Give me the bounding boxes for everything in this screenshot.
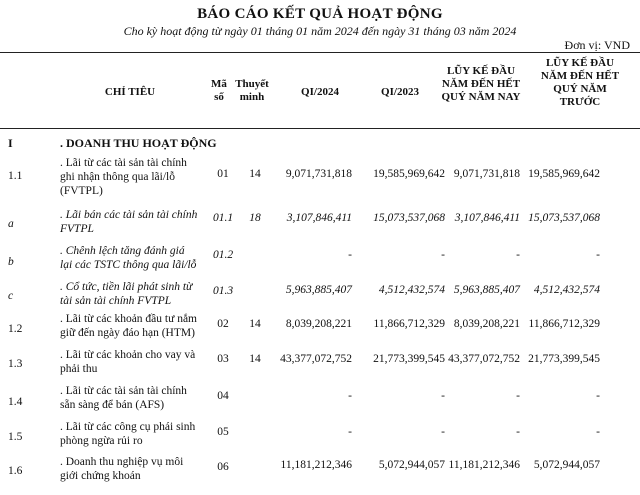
row-label-line2: ghi nhận thông qua lãi/lỗ bbox=[60, 171, 175, 183]
header-chi-tieu: CHỈ TIÊU bbox=[104, 86, 156, 98]
row-q1-2024: 8,039,208,221 bbox=[285, 318, 352, 330]
row-q1-2024: 43,377,072,752 bbox=[280, 353, 352, 365]
row-label bbox=[60, 312, 206, 340]
row-label bbox=[60, 208, 200, 236]
table-header bbox=[0, 52, 640, 128]
row-luy-ke-nay: 11,181,212,346 bbox=[448, 459, 520, 471]
header-ma-so bbox=[204, 78, 234, 104]
row-number: 1.3 bbox=[8, 358, 23, 370]
row-q1-2023: 15,073,537,068 bbox=[373, 212, 445, 224]
row-label bbox=[60, 280, 206, 308]
row-luy-ke-nay: - bbox=[516, 249, 520, 261]
row-luy-ke-truoc: 21,773,399,545 bbox=[528, 353, 600, 365]
section-number: I bbox=[8, 136, 13, 150]
header-bottom-rule bbox=[0, 128, 640, 129]
row-luy-ke-truoc: 5,072,944,057 bbox=[533, 459, 600, 471]
row-q1-2024: - bbox=[348, 390, 352, 402]
row-number: 1.2 bbox=[8, 323, 23, 335]
row-label-line2: FVTPL bbox=[60, 223, 94, 235]
header-luy-ke-nay-line1: LŨY KẾ ĐẦU bbox=[446, 65, 516, 77]
row-q1-2024: 3,107,846,411 bbox=[286, 212, 352, 224]
row-label-line2: phải thu bbox=[60, 363, 98, 375]
row-code: 01 bbox=[217, 168, 229, 180]
header-luy-ke-nam-nay bbox=[436, 65, 526, 104]
row-label-line3: (FVTPL) bbox=[60, 185, 103, 197]
row-code: 05 bbox=[217, 426, 229, 438]
row-q1-2024: 11,181,212,346 bbox=[280, 459, 352, 471]
row-number: a bbox=[8, 218, 14, 230]
row-label-line1: . Cổ tức, tiền lãi phát sinh từ bbox=[60, 281, 193, 293]
row-code: 02 bbox=[217, 318, 229, 330]
row-q1-2024: - bbox=[348, 426, 352, 438]
row-luy-ke-truoc: 15,073,537,068 bbox=[528, 212, 600, 224]
header-q1-2024: QI/2024 bbox=[301, 86, 339, 98]
row-number: 1.6 bbox=[8, 465, 23, 477]
header-thuyet-line2: minh bbox=[239, 91, 265, 103]
row-code: 01.3 bbox=[212, 285, 234, 297]
row-number: 1.5 bbox=[8, 431, 23, 443]
row-code: 03 bbox=[217, 353, 229, 365]
row-label-line1: . Lãi từ các công cụ phái sinh bbox=[60, 421, 196, 433]
row-note: 14 bbox=[249, 353, 261, 365]
row-label-line1: . Lãi từ các tài sản tài chính bbox=[60, 385, 187, 397]
row-luy-ke-truoc: 19,585,969,642 bbox=[528, 168, 600, 180]
row-luy-ke-nay: 5,963,885,407 bbox=[453, 284, 520, 296]
row-code: 01.2 bbox=[212, 249, 234, 261]
row-q1-2023: - bbox=[441, 249, 445, 261]
row-label-line1: . Lãi từ các khoản đầu tư nắm bbox=[60, 313, 198, 325]
header-thuyet-minh bbox=[232, 78, 272, 104]
row-luy-ke-nay: 9,071,731,818 bbox=[453, 168, 520, 180]
row-label-line2: giữ đến ngày đáo hạn (HTM) bbox=[60, 327, 195, 339]
row-label-line1: . Lãi bán các tài sản tài chính bbox=[60, 209, 198, 221]
row-q1-2023: - bbox=[441, 426, 445, 438]
row-q1-2023: - bbox=[441, 390, 445, 402]
report-title: BÁO CÁO KẾT QUẢ HOẠT ĐỘNG bbox=[197, 6, 443, 22]
row-label-line2: phòng ngừa rủi ro bbox=[60, 435, 143, 447]
header-luy-ke-nay-line3: QUÝ NĂM NAY bbox=[441, 91, 521, 103]
row-luy-ke-truoc: 4,512,432,574 bbox=[533, 284, 600, 296]
row-luy-ke-truoc: - bbox=[596, 390, 600, 402]
row-note: 18 bbox=[249, 212, 261, 224]
row-luy-ke-nay: - bbox=[516, 390, 520, 402]
row-label bbox=[60, 244, 206, 272]
report-subtitle: Cho kỳ hoạt động từ ngày 01 tháng 01 năm 2024 đến ngày 31 tháng 03 năm 2024 bbox=[123, 24, 517, 38]
row-label-line1: . Chênh lệch tăng đánh giá bbox=[60, 245, 185, 257]
header-luy-ke-nam-truoc bbox=[538, 57, 622, 109]
header-luy-ke-truoc-line4: TRƯỚC bbox=[559, 96, 601, 108]
row-number: 1.4 bbox=[8, 396, 23, 408]
row-number: c bbox=[8, 290, 14, 302]
row-q1-2023: 11,866,712,329 bbox=[373, 318, 445, 330]
row-label-line1: . Lãi từ các khoản cho vay và bbox=[60, 349, 196, 361]
row-note: 14 bbox=[249, 318, 261, 330]
row-code: 06 bbox=[217, 461, 229, 473]
row-luy-ke-truoc: - bbox=[596, 426, 600, 438]
row-q1-2024: 9,071,731,818 bbox=[285, 168, 352, 180]
row-q1-2023: 21,773,399,545 bbox=[373, 353, 445, 365]
row-label bbox=[60, 455, 206, 483]
currency-unit: Đơn vị: VND bbox=[564, 38, 630, 52]
row-note: 14 bbox=[249, 168, 261, 180]
row-label bbox=[60, 348, 206, 376]
header-ma-so-line1: Mã bbox=[211, 78, 227, 90]
row-code: 01.1 bbox=[212, 212, 234, 224]
row-code: 04 bbox=[217, 390, 229, 402]
header-luy-ke-truoc-line1: LŨY KẾ ĐẦU bbox=[545, 57, 615, 69]
row-label-line1: . Lãi từ các tài sản tài chính bbox=[60, 157, 187, 169]
header-luy-ke-nay-line2: NĂM ĐẾN HẾT bbox=[441, 78, 521, 90]
header-thuyet-line1: Thuyết bbox=[235, 78, 269, 90]
header-luy-ke-truoc-line3: QUÝ NĂM bbox=[553, 83, 607, 95]
row-label-line1: . Doanh thu nghiệp vụ môi bbox=[60, 456, 184, 468]
row-label-line2: lại các TSTC thông qua lãi/lỗ bbox=[60, 259, 197, 271]
row-luy-ke-nay: 3,107,846,411 bbox=[454, 212, 520, 224]
row-luy-ke-truoc: 11,866,712,329 bbox=[528, 318, 600, 330]
row-number: 1.1 bbox=[8, 170, 23, 182]
row-label-line2: tài sản tài chính FVTPL bbox=[60, 295, 172, 307]
section-label: . DOANH THU HOẠT ĐỘNG bbox=[60, 136, 217, 150]
row-label-line2: sẵn sàng để bán (AFS) bbox=[60, 399, 165, 411]
row-q1-2023: 5,072,944,057 bbox=[378, 459, 445, 471]
row-number: b bbox=[8, 256, 14, 268]
header-q1-2023: QI/2023 bbox=[381, 86, 419, 98]
row-luy-ke-truoc: - bbox=[596, 249, 600, 261]
row-q1-2024: 5,963,885,407 bbox=[285, 284, 352, 296]
row-label-line2: giới chứng khoán bbox=[60, 470, 141, 482]
row-label bbox=[60, 156, 200, 198]
header-ma-so-line2: số bbox=[214, 91, 224, 103]
row-luy-ke-nay: 8,039,208,221 bbox=[453, 318, 520, 330]
row-luy-ke-nay: - bbox=[516, 426, 520, 438]
row-q1-2023: 4,512,432,574 bbox=[378, 284, 445, 296]
row-q1-2024: - bbox=[348, 249, 352, 261]
row-label bbox=[60, 420, 206, 448]
header-luy-ke-truoc-line2: NĂM ĐẾN HẾT bbox=[540, 70, 620, 82]
row-luy-ke-nay: 43,377,072,752 bbox=[448, 353, 520, 365]
row-label bbox=[60, 384, 206, 412]
row-q1-2023: 19,585,969,642 bbox=[373, 168, 445, 180]
